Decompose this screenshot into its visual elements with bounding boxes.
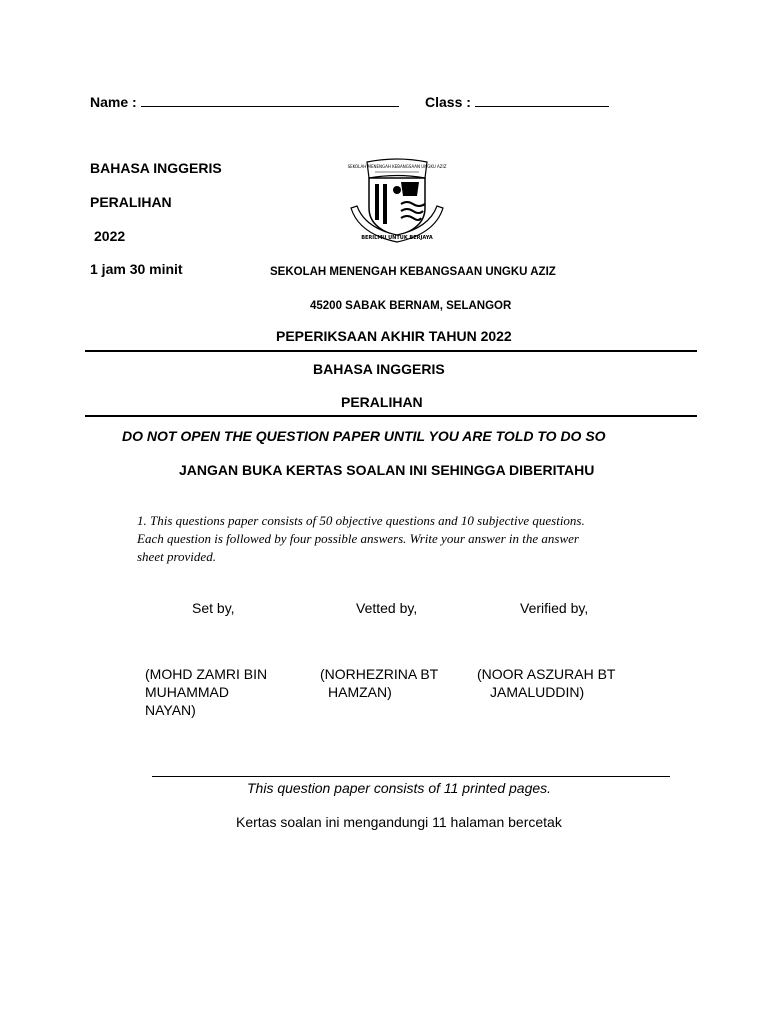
class-label: Class :	[425, 94, 471, 110]
vetted-by-name-line-1: (NORHEZRINA BT	[320, 666, 439, 682]
set-by-name-line-2: MUHAMMAD	[145, 684, 229, 700]
year-left: 2022	[94, 228, 126, 244]
set-by-name-line-3: NAYAN)	[145, 702, 196, 718]
footer-pages-english: This question paper consists of 11 printed pages.	[247, 780, 552, 796]
crest-banner-text: SEKOLAH MENENGAH KEBANGSAAN UNGKU AZIZ	[347, 164, 447, 169]
school-name: SEKOLAH MENENGAH KEBANGSAAN UNGKU AZIZ	[270, 266, 556, 278]
exam-title: PEPERIKSAAN AKHIR TAHUN 2022	[276, 328, 512, 344]
divider-bottom	[85, 415, 697, 417]
vetted-by-label: Vetted by,	[356, 600, 418, 616]
verified-by-name-line-2: JAMALUDDIN)	[490, 684, 585, 700]
subject-left: BAHASA INGGERIS	[90, 160, 222, 176]
warning-malay: JANGAN BUKA KERTAS SOALAN INI SEHINGGA DIBERITAHU	[179, 462, 595, 478]
class-field-row	[425, 94, 609, 110]
name-field-row	[90, 94, 399, 110]
exam-subject: BAHASA INGGERIS	[313, 361, 445, 377]
school-address: 45200 SABAK BERNAM, SELANGOR	[310, 300, 512, 312]
crest-motto-text: BERILMU UNTUK BERJAYA	[361, 235, 433, 241]
school-crest-icon	[345, 156, 449, 248]
footer-rule	[152, 776, 670, 777]
divider-top	[85, 350, 697, 352]
verified-by-label: Verified by,	[520, 600, 589, 616]
set-by-label: Set by,	[192, 600, 235, 616]
warning-english: DO NOT OPEN THE QUESTION PAPER UNTIL YOU ARE TOLD TO DO SO	[122, 428, 606, 444]
exam-level: PERALIHAN	[341, 394, 423, 410]
verified-by-name-line-1: (NOOR ASZURAH BT	[477, 666, 616, 682]
vetted-by-name-line-2: HAMZAN)	[328, 684, 392, 700]
duration-left: 1 jam 30 minit	[90, 261, 183, 277]
name-blank-line	[141, 94, 399, 107]
class-blank-line	[475, 94, 609, 107]
set-by-name-line-1: (MOHD ZAMRI BIN	[145, 666, 268, 682]
instruction-line-1: 1. This questions paper consists of 50 objective questions and 10 subjective questions.	[137, 513, 585, 528]
instruction-line-3: sheet provided.	[137, 549, 216, 564]
instruction-line-2: Each question is followed by four possible answers. Write your answer in the answer	[137, 531, 579, 546]
name-label: Name :	[90, 94, 137, 110]
level-left: PERALIHAN	[90, 194, 172, 210]
footer-pages-malay: Kertas soalan ini mengandungi 11 halaman bercetak	[236, 814, 562, 830]
